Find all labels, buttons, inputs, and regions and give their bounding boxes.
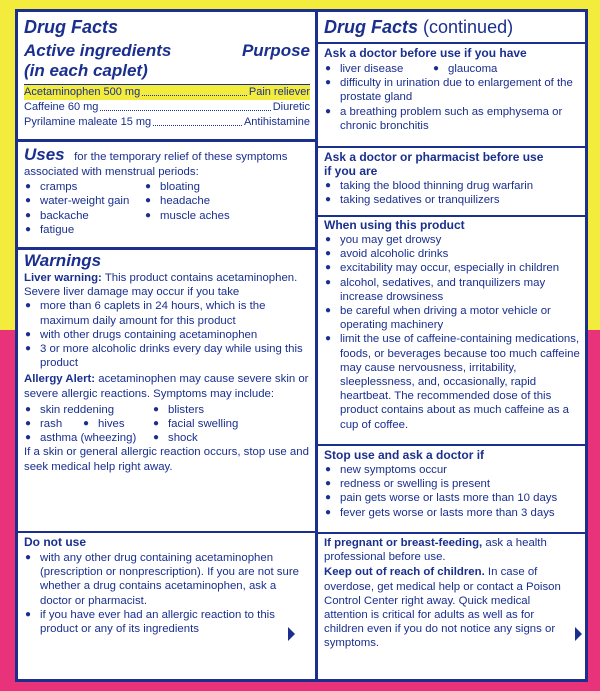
- pregnancy-section: [324, 536, 576, 651]
- do-not-use-section: [24, 535, 310, 636]
- uses-list: [24, 180, 310, 237]
- list-item: ● with any other drug containing acetaminophen (prescription or nonprescription). If you are not sure whether a drug contains acetaminophen, ask a doctor or pharmacist.: [24, 551, 310, 608]
- ingredient-name: Pyrilamine maleate 15 mg: [24, 116, 152, 128]
- ask-doctor-section: [324, 46, 584, 133]
- uses-intro: for the temporary relief of these symptoms associated with menstrual periods:: [24, 151, 288, 178]
- stop-use-section: [324, 448, 584, 520]
- section-rule: [18, 247, 315, 250]
- list-item: ● blisters: [152, 403, 204, 417]
- list-item: ● redness or swelling is present: [324, 477, 584, 491]
- list-item: ● bloating: [144, 180, 284, 194]
- list-item: ● cramps: [24, 180, 144, 194]
- section-rule: [318, 146, 585, 148]
- list-item: ● liver disease: [324, 62, 432, 76]
- section-rule: [318, 42, 585, 44]
- ingredient-purpose: Diuretic: [272, 101, 310, 113]
- list-item: ● fever gets worse or lasts more than 3 days: [324, 506, 584, 520]
- do-not-use-list: [24, 551, 310, 636]
- active-ingredients-section: [24, 17, 310, 130]
- list-item: ● hives: [82, 417, 152, 431]
- list-item: ● avoid alcoholic drinks: [324, 247, 584, 261]
- list-item: ● difficulty in urination due to enlargement of the prostate gland: [324, 76, 584, 104]
- ingredient-row: [24, 85, 310, 100]
- ingredient-purpose: Pain reliever: [248, 86, 310, 98]
- warnings-section: [24, 251, 310, 474]
- list-item: ● a breathing problem such as emphysema or chronic bronchitis: [324, 105, 584, 133]
- purpose-heading: Purpose: [241, 41, 310, 60]
- list-item: ● asthma (wheezing): [24, 431, 152, 445]
- list-item: ● excitability may occur, especially in children: [324, 261, 584, 275]
- warnings-title: Warnings: [24, 251, 102, 270]
- pregnant-text: ask a health professional before use.: [324, 537, 547, 564]
- section-rule: [318, 215, 585, 217]
- allergy-after-text: If a skin or general allergic reaction occurs, stop use and seek medical help right away.: [24, 446, 309, 473]
- ingredient-row: [24, 100, 310, 115]
- list-item: ● if you have ever had an allergic reaction to this product or any of its ingredients: [24, 608, 310, 636]
- do-not-use-title: Do not use: [24, 535, 86, 549]
- when-using-list: [324, 233, 584, 432]
- uses-title: Uses: [24, 145, 65, 164]
- active-ingredients-heading: Active ingredients: [24, 41, 172, 60]
- drug-facts-panel: [15, 9, 588, 682]
- ingredient-name: Caffeine 60 mg: [24, 101, 99, 113]
- ingredient-purpose: Antihistamine: [243, 116, 310, 128]
- stop-use-list: [324, 463, 584, 520]
- liver-warning-text: This product contains acetaminophen. Severe liver damage may occur if you take: [24, 272, 298, 299]
- section-rule: [318, 532, 585, 534]
- list-item: ● skin reddening: [24, 403, 152, 417]
- list-item: ● more than 6 caplets in 24 hours, which is the maximum daily amount for this product: [24, 299, 310, 327]
- uses-section: [24, 145, 310, 237]
- list-item: ● fatigue: [24, 223, 144, 237]
- list-item: ● backache: [24, 209, 144, 223]
- ask-pharmacist-section: [324, 150, 544, 207]
- ingredient-row: [24, 115, 310, 130]
- list-item: ● muscle aches: [144, 209, 284, 223]
- pregnant-label: If pregnant or breast-feeding,: [324, 537, 483, 549]
- continue-arrow-icon: [575, 627, 582, 641]
- active-ingredients-sub: (in each caplet): [24, 61, 148, 80]
- list-item: ● water-weight gain: [24, 194, 144, 208]
- ask-pharmacist-list: [324, 179, 544, 207]
- list-item: ● glaucoma: [432, 62, 497, 76]
- right-header: [324, 17, 584, 37]
- section-rule: [18, 531, 315, 533]
- list-item: ● alcohol, sedatives, and tranquilizers may increase drowsiness: [324, 276, 584, 304]
- ask-doctor-title: Ask a doctor before use if you have: [324, 46, 527, 60]
- list-item: ● limit the use of caffeine-containing medications, foods, or beverages because too much caffeine may cause nervousness, irritability, sleeplessness, and, occasionally, rapid heartbeat. The recommended dose of this product contains about as much caffeine as a cup of coffee.: [324, 332, 584, 431]
- list-item: ● new symptoms occur: [324, 463, 584, 477]
- section-rule: [18, 139, 315, 142]
- list-item: ● rash: [24, 417, 82, 431]
- continued-label: (continued): [418, 17, 514, 37]
- keep-out-text: In case of overdose, get medical help or contact a Poison Control Center right away. Quick medical attention is critical for adults as well as for children even if you do not notice any signs or symptoms.: [324, 566, 561, 650]
- ask-doctor-list: [324, 62, 584, 133]
- keep-out-label: Keep out of reach of children.: [324, 566, 485, 579]
- liver-warning-list: [24, 299, 310, 370]
- stop-use-title: Stop use and ask a doctor if: [324, 448, 485, 462]
- list-item: ● headache: [144, 194, 284, 208]
- list-item: ● you may get drowsy: [324, 233, 584, 247]
- list-item: ● 3 or more alcoholic drinks every day while using this product: [24, 342, 310, 370]
- column-divider: [315, 12, 318, 679]
- drug-facts-title: Drug Facts: [24, 17, 119, 37]
- allergy-alert-label: Allergy Alert:: [24, 373, 96, 386]
- allergy-alert-text: acetaminophen may cause severe skin or severe allergic reactions. Symptoms may include:: [24, 373, 309, 400]
- when-using-title: When using this product: [324, 218, 465, 232]
- allergy-symptoms-list: [24, 403, 310, 446]
- ask-pharmacist-title: Ask a doctor or pharmacist before use if you are: [324, 150, 544, 178]
- list-item: ● pain gets worse or lasts more than 10 days: [324, 491, 584, 505]
- section-rule: [318, 444, 585, 446]
- liver-warning-label: Liver warning:: [24, 272, 102, 284]
- ingredient-name: Acetaminophen 500 mg: [24, 86, 141, 98]
- list-item: ● with other drugs containing acetaminophen: [24, 328, 310, 342]
- ingredients-table: [24, 84, 310, 130]
- list-item: ● be careful when driving a motor vehicle or operating machinery: [324, 304, 584, 332]
- continue-arrow-icon: [288, 627, 295, 641]
- drug-facts-continued-title: Drug Facts: [324, 17, 419, 37]
- list-item: ● taking sedatives or tranquilizers: [324, 193, 544, 207]
- list-item: ● shock: [152, 431, 198, 445]
- list-item: ● facial swelling: [152, 417, 238, 431]
- list-item: ● taking the blood thinning drug warfarin: [324, 179, 544, 193]
- when-using-section: [324, 218, 584, 432]
